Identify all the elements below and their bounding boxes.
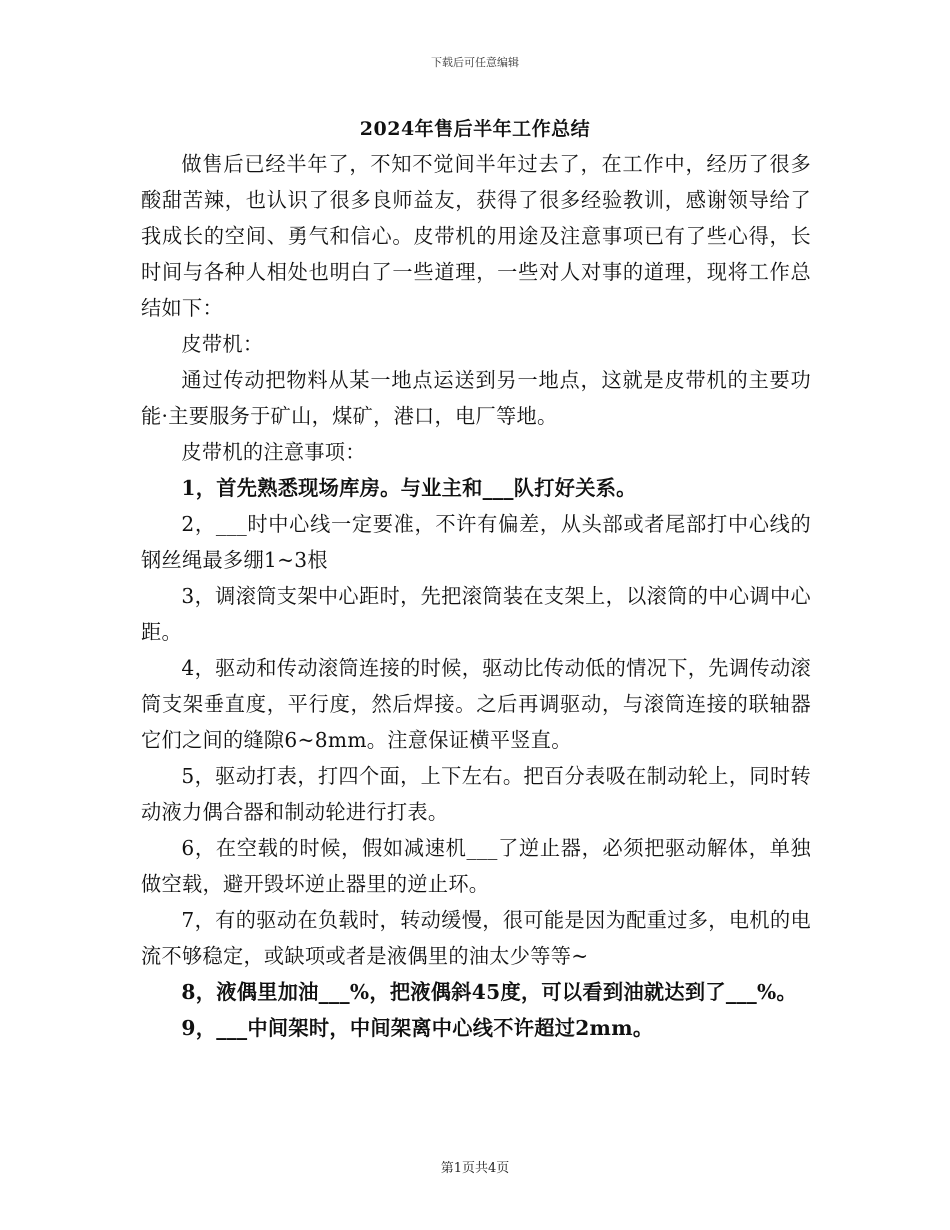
paragraph-item-7: 7，有的驱动在负载时，转动缓慢，很可能是因为配重过多，电机的电流不够稳定，或缺项或者是液偶里的油太少等等~: [141, 908, 811, 968]
paragraph-intro: 做售后已经半年了，不知不觉间半年过去了，在工作中，经历了很多酸甜苦辣，也认识了很多良师益友，获得了很多经验教训，感谢领导给了我成长的空间、勇气和信心。皮带机的用途及注意事项已有了些心得，长时间与各种人相处也明白了一些道理，一些对人对事的道理，现将工作总结如下：: [141, 152, 811, 320]
header-note: 下载后可任意编辑: [431, 56, 519, 69]
paragraph-heading-belt: 皮带机：: [181, 332, 264, 356]
paragraph-heading-notes: 皮带机的注意事项：: [181, 440, 366, 464]
paragraph-item-2: 2，___时中心线一定要准，不许有偏差，从头部或者尾部打中心线的钢丝绳最多绷1~3根: [141, 512, 811, 572]
paragraph-item-5: 5，驱动打表，打四个面，上下左右。把百分表吸在制动轮上，同时转动液力偶合器和制动轮进行打表。: [141, 764, 811, 824]
paragraph-item-9: 9，___中间架时，中间架离中心线不许超过2mm。: [181, 1016, 654, 1040]
document-body: [141, 146, 811, 1046]
paragraph-belt-function: 通过传动把物料从某一地点运送到另一地点，这就是皮带机的主要功能·主要服务于矿山，煤矿，港口，电厂等地。: [141, 368, 811, 428]
document-title: 2024年售后半年工作总结: [359, 118, 591, 140]
paragraph-item-8: 8，液偶里加油___%，把液偶斜45度，可以看到油就达到了___%。: [181, 980, 797, 1004]
paragraph-item-1: 1，首先熟悉现场库房。与业主和___队打好关系。: [181, 476, 637, 500]
paragraph-item-6: 6，在空载的时候，假如减速机___了逆止器，必须把驱动解体，单独做空载，避开毁坏逆止器里的逆止环。: [141, 836, 811, 896]
paragraph-item-3: 3，调滚筒支架中心距时，先把滚筒装在支架上，以滚筒的中心调中心距。: [141, 584, 811, 644]
paragraph-item-4: 4，驱动和传动滚筒连接的时候，驱动比传动低的情况下，先调传动滚筒支架垂直度，平行度，然后焊接。之后再调驱动，与滚筒连接的联轴器它们之间的缝隙6~8mm。注意保证横平竖直。: [141, 656, 811, 752]
page-footer: 第1页共4页: [440, 1161, 510, 1176]
